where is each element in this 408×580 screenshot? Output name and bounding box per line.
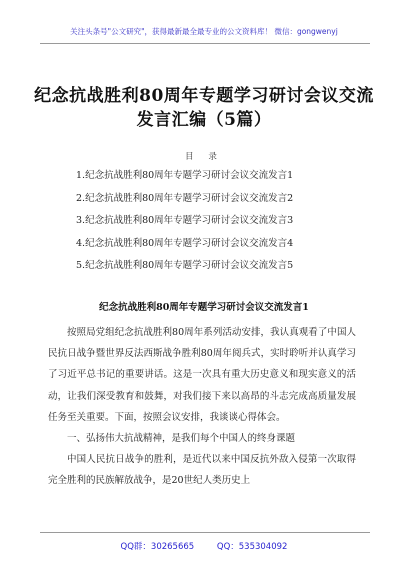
body-paragraph: 中国人民抗日战争的胜利，是近代以来中国反抗外敌入侵第一次取得完全胜利的民族解放战争，是20世纪人类历史上 <box>48 454 356 487</box>
footer-divider <box>40 532 370 533</box>
footer-qq: QQ：535304092 <box>216 542 288 552</box>
header-banner: 关注头条号"公文研究"，获得最新最全最专业的公文资料库！ 微信：gongwenyj <box>70 27 338 36</box>
section-heading: 纪念抗战胜利80周年专题学习研讨会议交流发言1 <box>99 302 309 313</box>
table-of-contents <box>76 170 293 283</box>
toc-heading: 目 录 <box>185 152 223 162</box>
document-title: 纪念抗战胜利80周年专题学习研讨会议交流发言汇编（5篇） <box>34 86 374 130</box>
body-paragraph: 按照局党组纪念抗战胜利80周年系列活动安排，我认真观看了中国人民抗日战争暨世界反法西斯战争胜利80周年阅兵式，实时聆听并认真学习了习近平总书记的重要讲话。这是一次具有重大历史意义和现实意义的活动，让我们深受教育和鼓舞，对我们接下来以高昂的斗志完成高质量发展任务至关重要。下面，按照会议安排，我谈谈心得体会。 <box>48 327 356 423</box>
footer-contact <box>0 540 408 552</box>
body-paragraph: 一、弘扬伟大抗战精神，是我们每个中国人的终身课题 <box>67 433 296 445</box>
toc-item[interactable]: 4.纪念抗战胜利80周年专题学习研讨会议交流发言4 <box>76 237 294 249</box>
toc-item[interactable]: 5.纪念抗战胜利80周年专题学习研讨会议交流发言5 <box>76 260 294 271</box>
header-divider <box>40 43 370 44</box>
section-body <box>48 322 356 492</box>
toc-item[interactable]: 3.纪念抗战胜利80周年专题学习研讨会议交流发言3 <box>76 215 294 226</box>
footer-qq-group: QQ群：30265665 <box>120 542 195 552</box>
toc-item[interactable]: 1.纪念抗战胜利80周年专题学习研讨会议交流发言1 <box>76 170 294 181</box>
toc-item[interactable]: 2.纪念抗战胜利80周年专题学习研讨会议交流发言2 <box>76 192 294 204</box>
